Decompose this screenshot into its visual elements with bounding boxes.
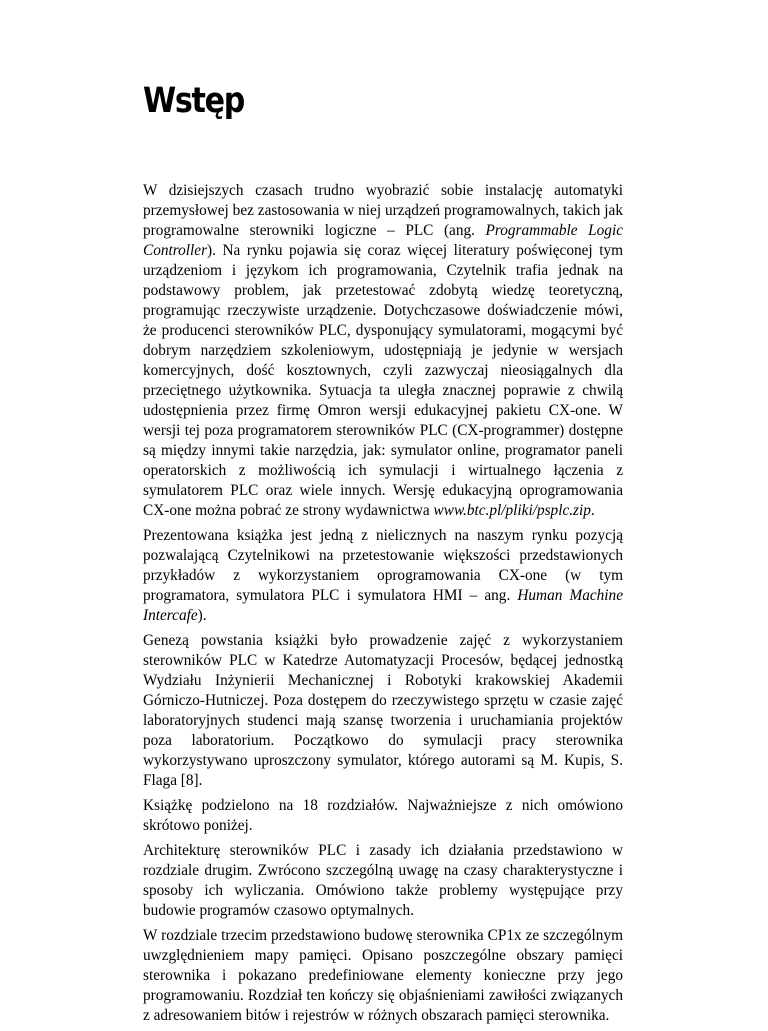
paragraph bbox=[143, 181, 623, 521]
text-run: Architekturę sterowników PLC i zasady ich działania przedstawiono w rozdziale drugim. Zwrócono szczególną uwagę na czasy charakterystyczne i sposoby ich wyliczania. Omówiono także problemy występujące przy budowie programów czasowo optymalnych. bbox=[143, 842, 623, 919]
paragraph bbox=[143, 526, 623, 626]
text-run: W rozdziale trzecim przedstawiono budowę sterownika CP1x ze szczególnym uwzględnieniem mapy pamięci. Opisano poszczególne obszary pamięci sterownika i pokazano predefiniowane elementy konieczne przy jego programowaniu. Rozdział ten kończy się objaśnieniami zawiłości związanych z adresowaniem bitów i rejestrów w różnych obszarach pamięci sterownika. bbox=[143, 927, 623, 1024]
italic-text: Programmable Logic Controller bbox=[143, 222, 623, 259]
text-run: ). Na rynku pojawia się coraz więcej literatury poświęconej tym urządzeniom i językom ich programowania, Czytelnik trafia jednak na podstawowy problem, jak przetestować zdobytą wiedzę teoretyczną, programując rzeczywiste urządzenie. Dotychczasowe doświadczenie mówi, że producenci sterowników PLC, dysponujący symulatorami, mogącymi być dobrym narzędziem szkoleniowym, udostępniają je jedynie w wersjach komercyjnych, dość kosztownych, czyli zazwyczaj nieosiągalnych dla przeciętnego użytkownika. Sytuacja ta uległa znacznej poprawie z chwilą udostępnienia przez firmę Omron wersji edukacyjnej pakietu CX-one. W wersji tej poza programatorem sterowników PLC (CX-programmer) dostępne są między innymi takie narzędzia, jak: symulator online, programator paneli operatorskich z możliwością ich symulacji i wirtualnego łączenia z symulatorem PLC oraz wiele innych. Wersję edukacyjną oprogramowania CX-one można pobrać ze strony wydawnictwa bbox=[143, 242, 623, 519]
paragraph bbox=[143, 796, 623, 836]
paragraph bbox=[143, 841, 623, 921]
chapter-title: Wstęp bbox=[143, 81, 245, 121]
text-run: Genezą powstania książki było prowadzenie zajęć z wykorzystaniem sterowników PLC w Katedrze Automatyzacji Procesów, będącej jednostką Wydziału Inżynierii Mechanicznej i Robotyki krakowskiej Akademii Górniczo-Hutniczej. Poza dostępem do rzeczywistego sprzętu w czasie zajęć laboratoryjnych studenci mają szansę tworzenia i uruchamiania projektów poza laboratorium. Początkowo do symulacji pracy sterownika wykorzystywano uproszczony symulator, którego autorami są M. Kupis, S. Flaga [8]. bbox=[143, 632, 623, 789]
text-run: W dzisiejszych czasach trudno wyobrazić sobie instalację automatyki przemysłowej bez zastosowania w niej urządzeń programowalnych, takich jak programowalne sterowniki logiczne – PLC (ang. bbox=[143, 182, 623, 239]
italic-text: www.btc.pl/pliki/psplc.zip bbox=[433, 502, 591, 519]
paragraph bbox=[143, 631, 623, 791]
text-run: ). bbox=[197, 607, 207, 624]
body-text bbox=[143, 181, 623, 1031]
text-run: . bbox=[590, 502, 595, 519]
paragraph bbox=[143, 926, 623, 1026]
text-run: Książkę podzielono na 18 rozdziałów. Najważniejsze z nich omówiono skrótowo poniżej. bbox=[143, 797, 623, 834]
italic-text: Human Machine Intercafe bbox=[143, 587, 623, 624]
text-run: Prezentowana książka jest jedną z nielicznych na naszym rynku pozycją pozwalającą Czytelnikowi na przetestowanie większości przedstawionych przykładów z wykorzystaniem oprogramowania CX-one (w tym programatora, symulatora PLC i symulatora HMI – ang. bbox=[143, 527, 623, 604]
